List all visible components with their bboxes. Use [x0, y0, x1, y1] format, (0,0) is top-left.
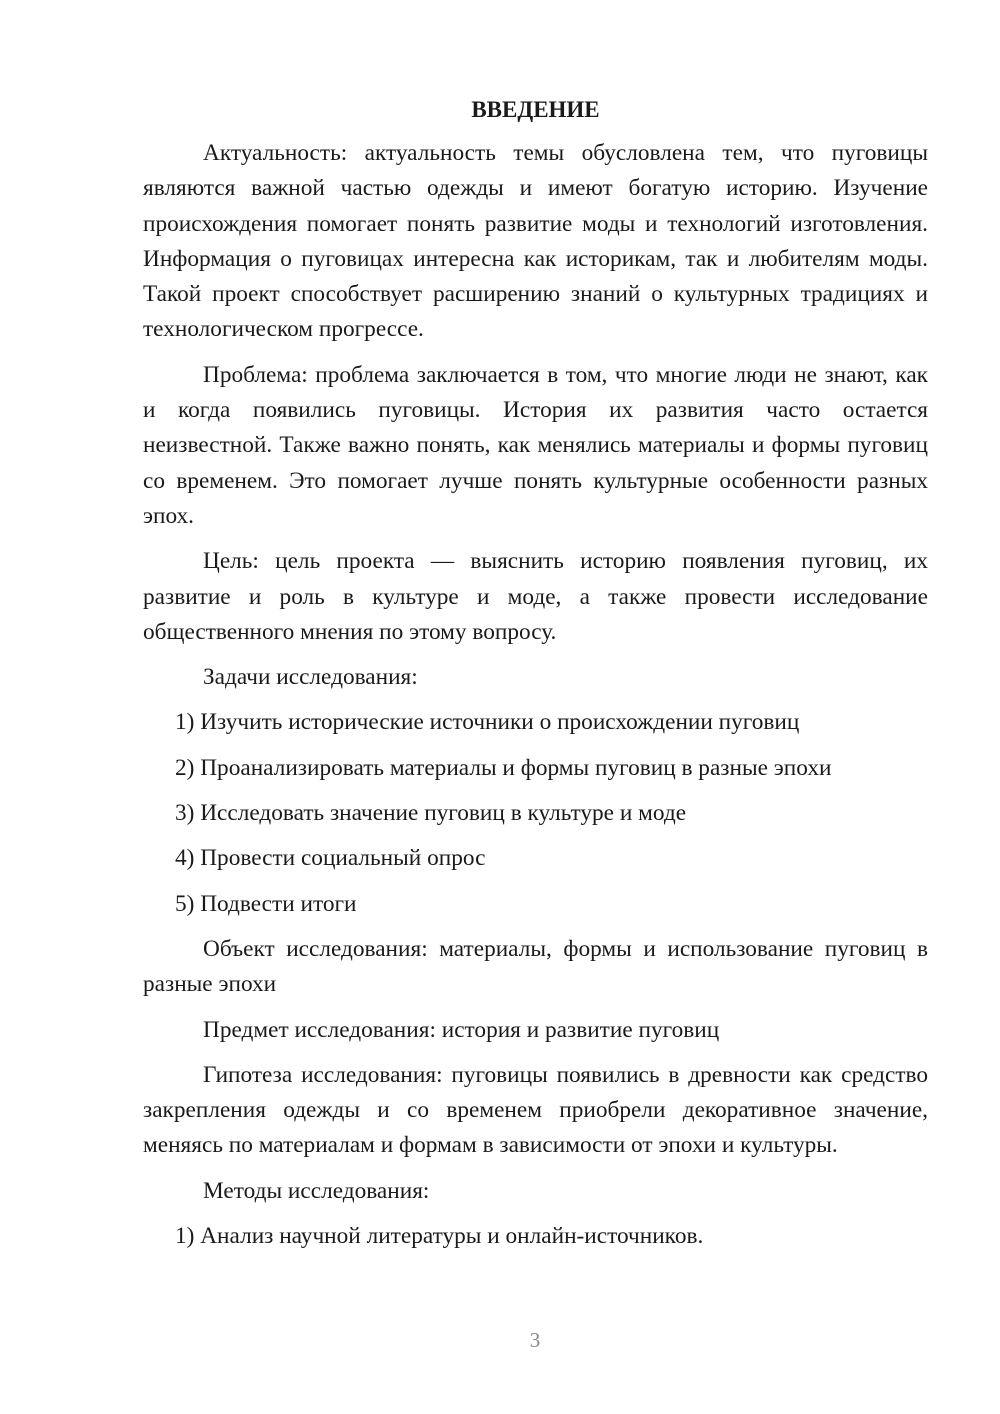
- paragraph-subject: Предмет исследования: история и развитие пуговиц: [203, 1016, 720, 1043]
- paragraph-goal: Цель: цель проекта — выяснить историю появления пуговиц, их развитие и роль в культуре и моде, а также провести исследование общественного мнения по этому вопросу.: [143, 548, 928, 645]
- task-item: 1) Изучить исторические источники о происхождении пуговиц: [175, 709, 800, 736]
- paragraph-hypothesis: Гипотеза исследования: пуговицы появились в древности как средство закрепления одежды и со временем приобрели декоративное значение, меняясь по материалам и формам в зависимости от эпохи и культуры.: [143, 1061, 928, 1159]
- document-page: [143, 92, 928, 1264]
- task-item: 5) Подвести итоги: [175, 890, 357, 917]
- task-item: 4) Провести социальный опрос: [175, 845, 486, 872]
- document-title: ВВЕДЕНИЕ: [471, 97, 600, 122]
- paragraph-relevance: Актуальность: актуальность темы обусловлена тем, что пуговицы являются важной частью одежды и имеют богатую историю. Изучение происхождения помогает понять развитие моды и технологий изготовления. Информация о пуговицах интересна как историкам, так и любителям моды. Такой проект способствует расширению знаний о культурных традициях и технологическом прогрессе.: [143, 140, 928, 343]
- page-number: 3: [529, 1328, 541, 1352]
- paragraph-problem: Проблема: проблема заключается в том, что многие люди не знают, как и когда появились пуговицы. История их развития часто остается неизвестной. Также важно понять, как менялись материалы и формы пуговиц со временем. Это помогает лучше понять культурные особенности разных эпох.: [143, 361, 928, 529]
- task-item: 3) Исследовать значение пуговиц в культуре и моде: [175, 800, 687, 827]
- methods-heading: Методы исследования:: [203, 1177, 430, 1204]
- tasks-heading: Задачи исследования:: [203, 664, 418, 691]
- task-item: 2) Проанализировать материалы и формы пуговиц в разные эпохи: [175, 754, 832, 781]
- method-item: 1) Анализ научной литературы и онлайн-источников.: [175, 1223, 704, 1250]
- paragraph-object: Объект исследования: материалы, формы и использование пуговиц в разные эпохи: [143, 935, 928, 998]
